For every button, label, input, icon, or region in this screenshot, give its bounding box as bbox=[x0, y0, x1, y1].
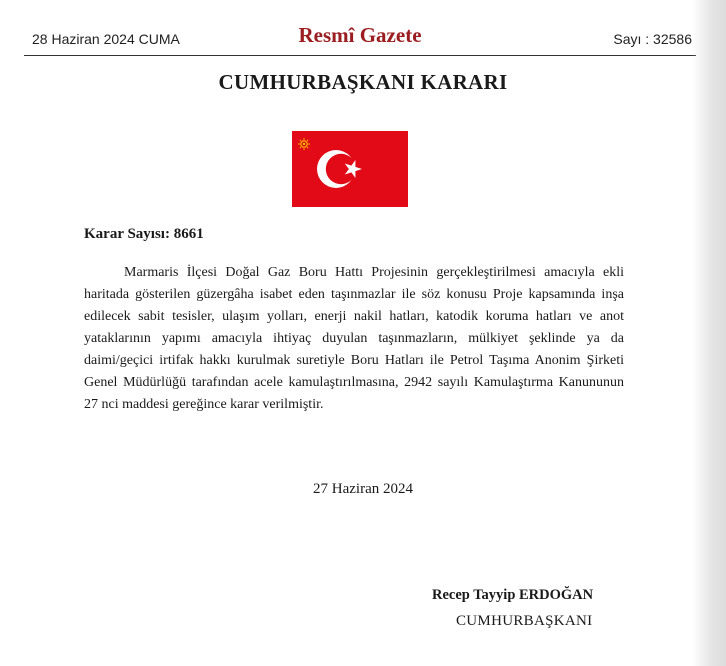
gazette-name: Resmî Gazete bbox=[298, 23, 422, 47]
turkish-flag-icon bbox=[292, 131, 408, 207]
signer-title: CUMHURBAŞKANI bbox=[456, 613, 593, 629]
decision-body: Marmaris İlçesi Doğal Gaz Boru Hattı Projesinin gerçekleştirilmesi amacıyla ekli haritada gösterilen güzergâha isabet eden taşınmazlar ile söz konusu Proje kapsamında inşa edilecek sabit tesisler, ulaşım yolları, enerji nakil hatları, katodik koruma hatları ve anot yataklarının yapımı amacıyla ihtiyaç duyulan taşınmazların, mülkiyet şeklinde ya da daimi/geçici irtifak hakkı kurulmak suretiyle Boru Hatları ile Petrol Taşıma Anonim Şirketi Genel Müdürlüğü tarafından acele kamulaştırılmasına, 2942 sayılı Kamulaştırma Kanununun 27 nci maddesi gereğince karar verilmiştir. bbox=[84, 265, 624, 412]
page-edge-shadow bbox=[692, 0, 726, 666]
signer-name: Recep Tayyip ERDOĞAN bbox=[432, 587, 594, 603]
signing-date: 27 Haziran 2024 bbox=[313, 481, 413, 497]
decision-number: Karar Sayısı: 8661 bbox=[84, 226, 204, 242]
page-title: CUMHURBAŞKANI KARARI bbox=[218, 70, 508, 94]
gazette-header bbox=[24, 22, 696, 56]
issue-number: Sayı : 32586 bbox=[613, 31, 692, 47]
header-date: 28 Haziran 2024 CUMA bbox=[32, 31, 180, 47]
